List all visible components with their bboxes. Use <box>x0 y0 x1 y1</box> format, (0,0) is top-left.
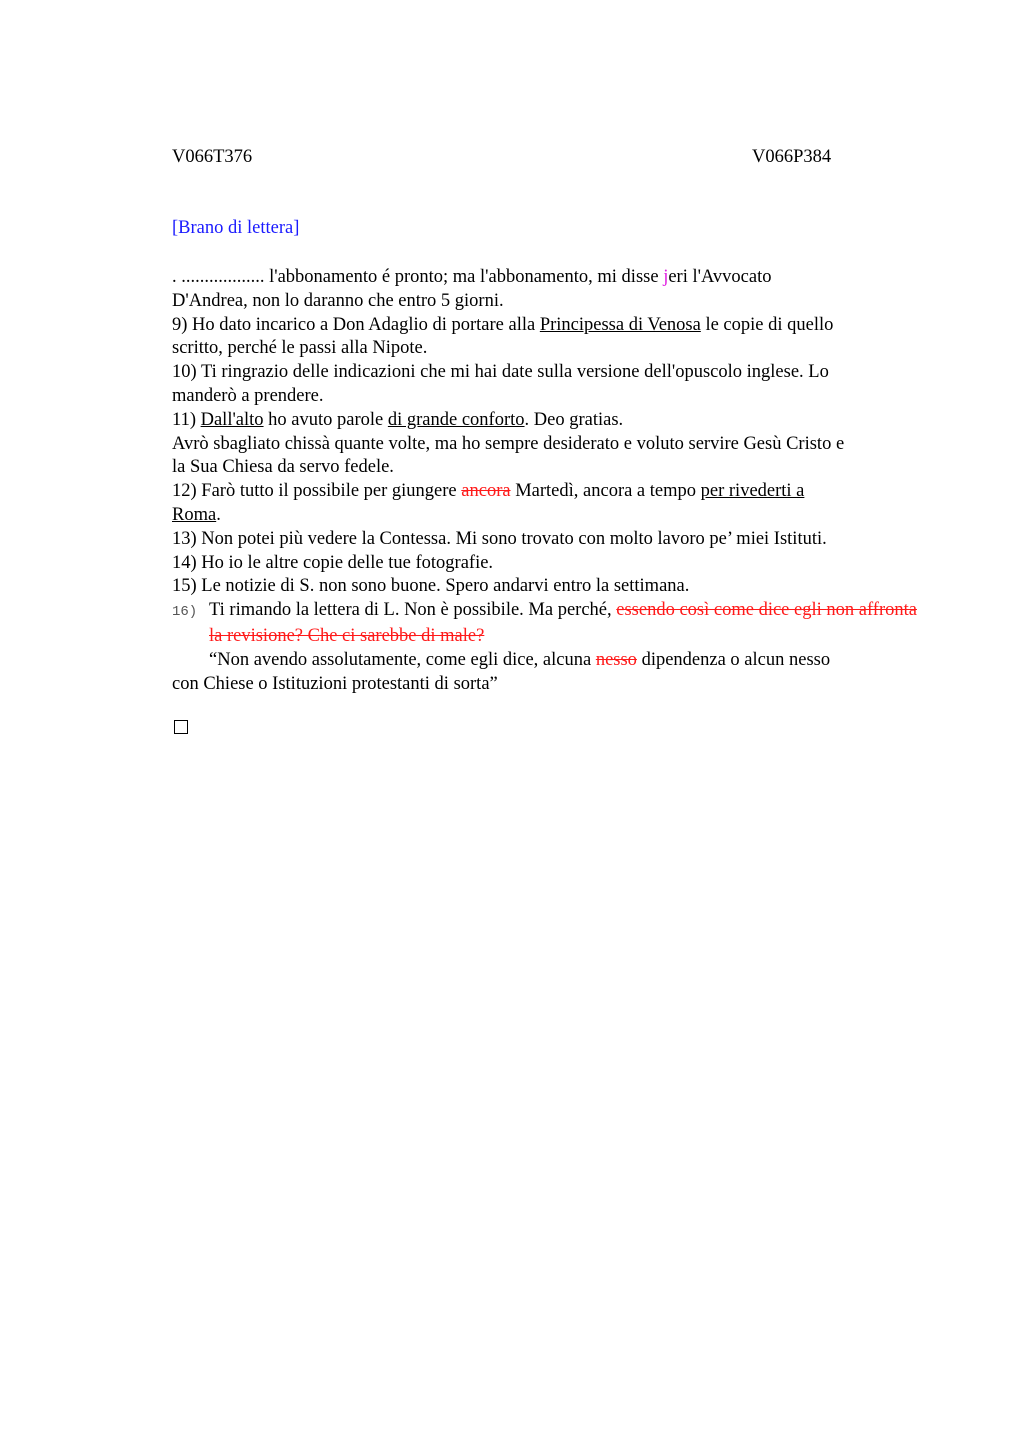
text-span: 9) Ho dato incarico a Don Adaglio di portare alla <box>172 314 540 335</box>
document-codes <box>172 147 932 171</box>
document-code-right: V066P384 <box>752 147 832 167</box>
paragraph-14: 14) Ho io le altre copie delle tue fotografie. <box>172 552 494 573</box>
document-heading: [Brano di lettera] <box>172 218 300 238</box>
text-span: “Non avendo assolutamente, come egli dice, alcuna <box>209 649 596 670</box>
inserted-letter: j <box>663 267 669 287</box>
underlined-text: per rivederti a <box>700 481 805 502</box>
checkbox-square-icon <box>174 720 188 734</box>
deleted-text: non affronta la revisione? Che ci sarebbe di male? <box>209 600 917 646</box>
paragraph-13: 13) Non potei più vedere la Contessa. Mi sono trovato con molto lavoro pe’ miei Istituti. <box>172 528 827 549</box>
paragraph-10-line-2: manderò a prendere. <box>172 385 324 406</box>
paragraph-12-line-2 <box>172 504 932 528</box>
underlined-text: di grande conforto <box>387 409 525 430</box>
text-span: Ti rimando la lettera di L. Non è possibile. Ma perché, <box>209 600 617 621</box>
document-code-left: V066T376 <box>172 147 253 167</box>
text-span: eri l'Avvocato <box>668 267 772 287</box>
paragraph-11-line-2: Avrò sbagliato chissà quante volte, ma ho sempre desiderato e voluto servire Gesù Cristo e <box>172 433 845 454</box>
letter-body <box>172 266 932 696</box>
deleted-text: nesso <box>595 649 637 670</box>
paragraph-12-line-1 <box>172 480 932 504</box>
paragraph-11-line-3: la Sua Chiesa da servo fedele. <box>172 457 394 478</box>
deleted-text: ancora <box>461 481 511 502</box>
paragraph-number: 16) <box>172 604 198 621</box>
text-span: . <box>216 504 221 525</box>
underlined-text: Principessa di Venosa <box>539 314 701 335</box>
underlined-text: Roma <box>172 504 217 525</box>
paragraph-intro-line-2: D'Andrea, non lo daranno che entro 5 giorni. <box>172 290 504 311</box>
text-span: Martedì, ancora a tempo <box>510 481 701 502</box>
paragraph-15: 15) Le notizie di S. non sono buone. Spero andarvi entro la settimana. <box>172 576 690 597</box>
paragraph-10-line-1: 10) Ti ringrazio delle indicazioni che mi hai date sulla versione dell'opuscolo inglese. Lo <box>172 362 829 383</box>
quote-line-1 <box>172 649 932 673</box>
paragraph-11-line-1 <box>172 409 932 433</box>
text-span: le copie di quello <box>700 314 834 335</box>
text-span: ho avuto parole <box>263 409 388 430</box>
text-span: 11) <box>172 409 201 430</box>
underlined-text: Dall'alto <box>200 409 264 430</box>
text-span: 12) Farò tutto il possibile per giungere <box>172 481 462 502</box>
paragraph-16 <box>172 599 932 649</box>
text-span: dipendenza o alcun nesso <box>636 649 831 670</box>
paragraph-9-line-2: scritto, perché le passi alla Nipote. <box>172 338 428 359</box>
paragraph-9-line-1 <box>172 314 932 338</box>
text-span: . Deo gratias. <box>524 409 624 430</box>
text-span: . .................. l'abbonamento é pronto; ma l'abbonamento, mi disse <box>172 267 664 287</box>
paragraph-intro-line-1 <box>172 266 932 290</box>
deleted-text: essendo così come dice egli <box>616 600 827 621</box>
quote-line-2: con Chiese o Istituzioni protestanti di sorta” <box>172 673 498 694</box>
